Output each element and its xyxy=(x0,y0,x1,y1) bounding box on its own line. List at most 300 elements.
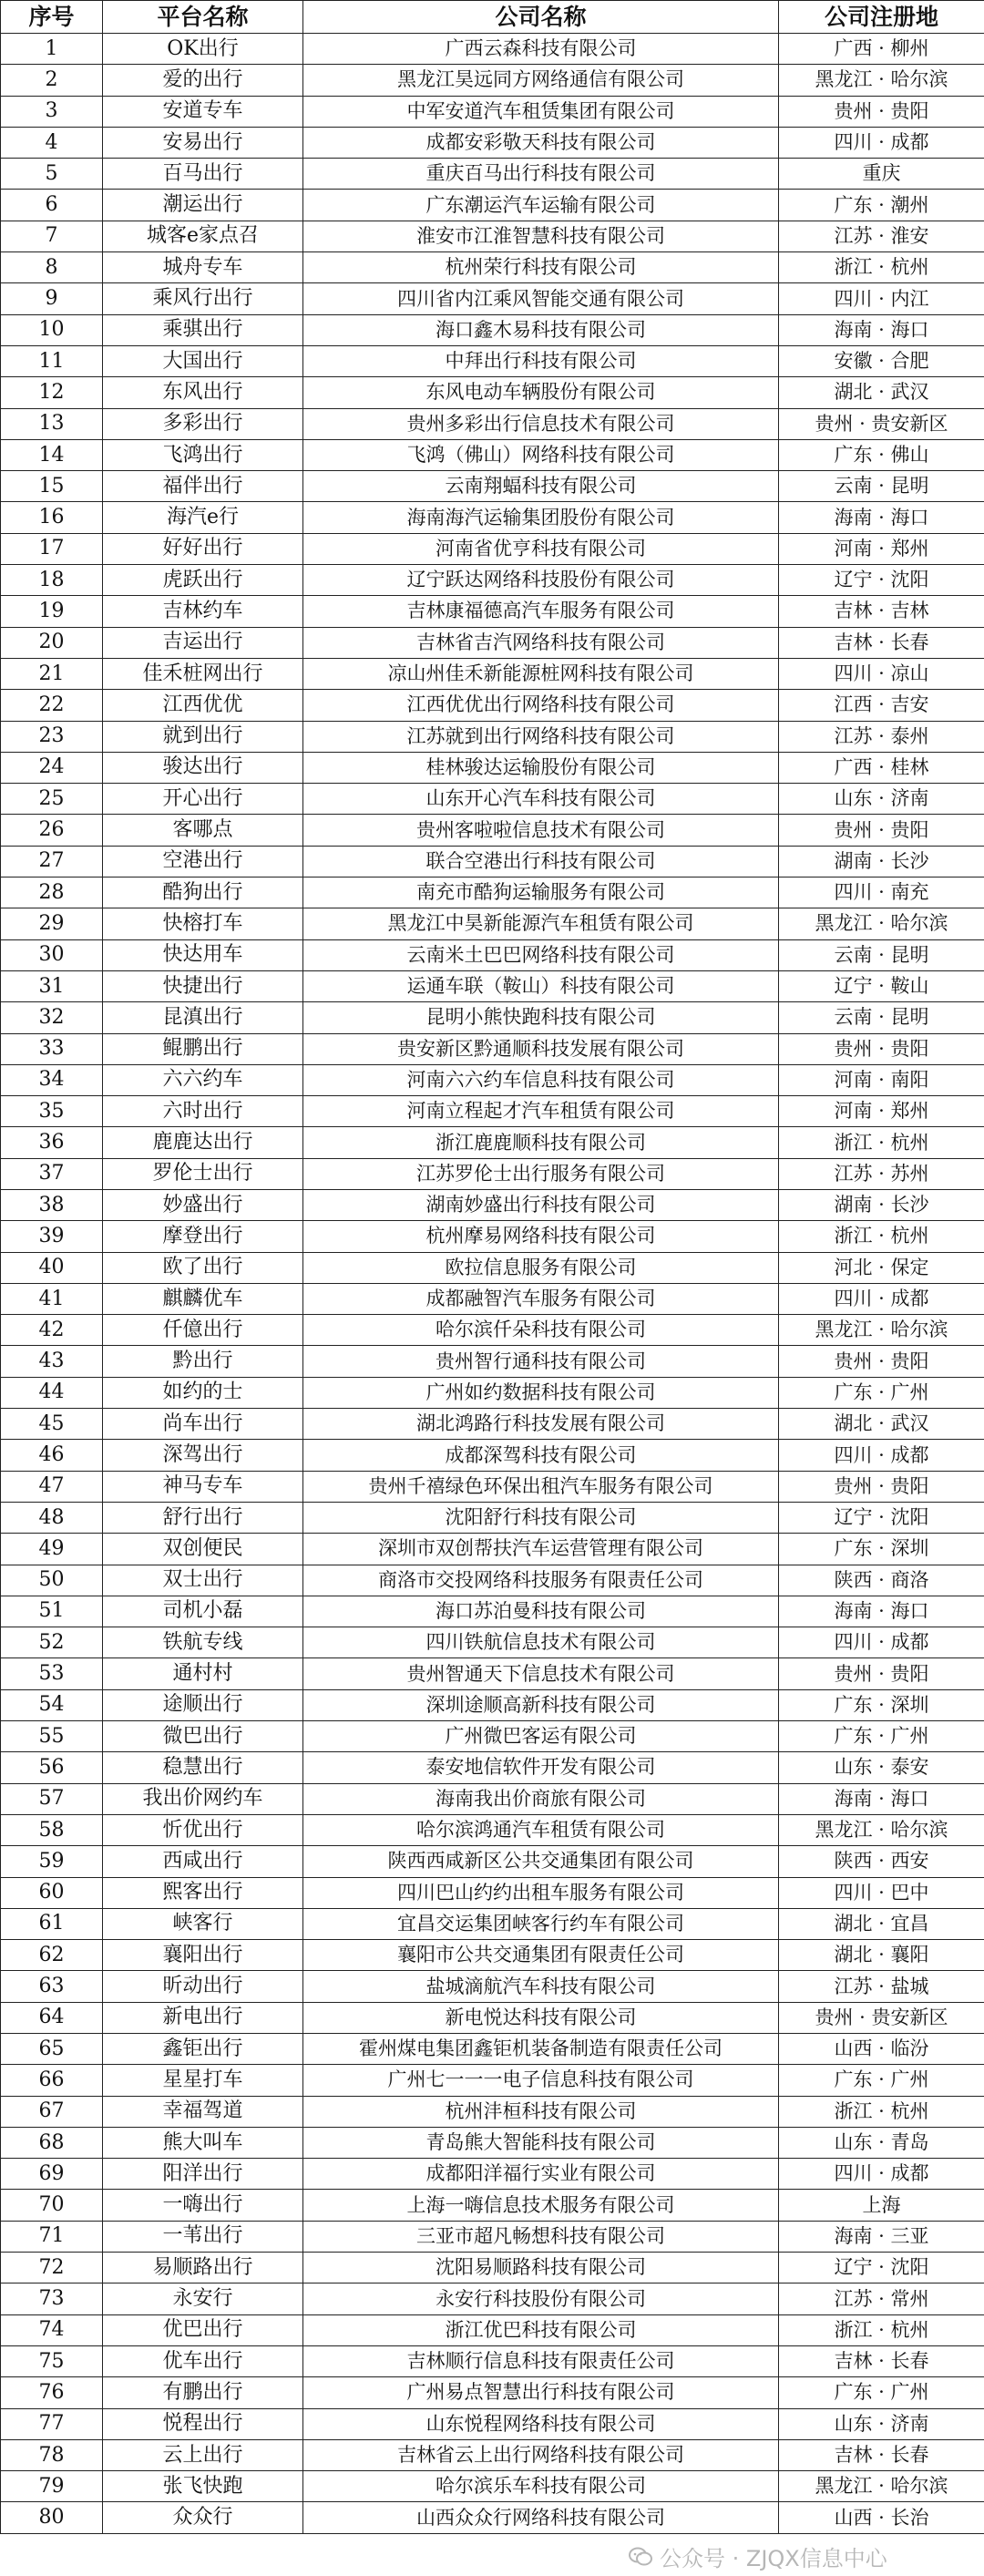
table-row xyxy=(1,1596,984,1627)
table-row xyxy=(1,1064,984,1095)
row-company-name: 山东开心汽车科技有限公司 xyxy=(303,784,779,815)
table-row xyxy=(1,65,984,96)
row-platform-name: 昆滇出行 xyxy=(103,1002,303,1033)
row-company-name: 新电悦达科技有限公司 xyxy=(303,2002,779,2033)
row-index: 55 xyxy=(1,1721,103,1752)
row-company-name: 广州易点智慧出行科技有限公司 xyxy=(303,2377,779,2408)
row-index: 4 xyxy=(1,127,103,158)
table-row xyxy=(1,2127,984,2158)
row-company-name: 辽宁跃达网络科技股份有限公司 xyxy=(303,565,779,596)
table-row xyxy=(1,2002,984,2033)
row-company-name: 商洛市交投网络科技服务有限责任公司 xyxy=(303,1565,779,1596)
row-registration-place: 广东 · 潮州 xyxy=(779,190,984,221)
row-index: 65 xyxy=(1,2034,103,2065)
table-row xyxy=(1,2096,984,2127)
row-platform-name: 新电出行 xyxy=(103,2002,303,2033)
header-row xyxy=(1,1,984,34)
row-index: 18 xyxy=(1,565,103,596)
table-row xyxy=(1,2221,984,2252)
row-index: 50 xyxy=(1,1565,103,1596)
row-platform-name: 快捷出行 xyxy=(103,970,303,1001)
row-platform-name: 幸福驾道 xyxy=(103,2096,303,2127)
row-platform-name: 忻优出行 xyxy=(103,1814,303,1845)
row-platform-name: 虎跃出行 xyxy=(103,565,303,596)
row-company-name: 贵州千禧绿色环保出租汽车服务有限公司 xyxy=(303,1471,779,1502)
table-row xyxy=(1,533,984,564)
row-platform-name: 海汽e行 xyxy=(103,502,303,533)
row-company-name: 南充市酷狗运输服务有限公司 xyxy=(303,877,779,908)
table-row xyxy=(1,221,984,251)
table-row xyxy=(1,846,984,877)
table-row xyxy=(1,1940,984,1971)
table-row xyxy=(1,252,984,283)
row-platform-name: 微巴出行 xyxy=(103,1721,303,1752)
row-platform-name: 仟億出行 xyxy=(103,1315,303,1346)
row-company-name: 广州微巴客运有限公司 xyxy=(303,1721,779,1752)
table-row xyxy=(1,2377,984,2408)
table-row xyxy=(1,1565,984,1596)
table-row xyxy=(1,1971,984,2002)
table-row xyxy=(1,1471,984,1502)
row-company-name: 哈尔滨乐车科技有限公司 xyxy=(303,2471,779,2502)
row-index: 66 xyxy=(1,2065,103,2096)
row-company-name: 杭州荣行科技有限公司 xyxy=(303,252,779,283)
table-row xyxy=(1,1283,984,1314)
row-index: 33 xyxy=(1,1033,103,1064)
row-platform-name: 双创便民 xyxy=(103,1534,303,1565)
table-row xyxy=(1,1689,984,1720)
row-company-name: 成都阳洋福行实业有限公司 xyxy=(303,2159,779,2190)
row-registration-place: 贵州 · 贵阳 xyxy=(779,815,984,846)
row-index: 12 xyxy=(1,377,103,408)
table-row xyxy=(1,877,984,908)
row-registration-place: 四川 · 内江 xyxy=(779,283,984,314)
row-registration-place: 安徽 · 合肥 xyxy=(779,345,984,376)
row-registration-place: 广西 · 桂林 xyxy=(779,752,984,783)
row-company-name: 山东悦程网络科技有限公司 xyxy=(303,2408,779,2439)
table-row xyxy=(1,627,984,658)
row-index: 6 xyxy=(1,190,103,221)
row-index: 74 xyxy=(1,2314,103,2345)
row-company-name: 深圳途顺高新科技有限公司 xyxy=(303,1689,779,1720)
row-registration-place: 湖南 · 长沙 xyxy=(779,1189,984,1220)
row-platform-name: 六六约车 xyxy=(103,1064,303,1095)
row-platform-name: 百马出行 xyxy=(103,159,303,190)
table-row xyxy=(1,1627,984,1658)
row-index: 22 xyxy=(1,690,103,721)
row-platform-name: 如约的士 xyxy=(103,1377,303,1408)
row-company-name: 海南我出价商旅有限公司 xyxy=(303,1783,779,1814)
row-index: 79 xyxy=(1,2471,103,2502)
row-registration-place: 四川 · 成都 xyxy=(779,1440,984,1471)
table-row xyxy=(1,377,984,408)
row-registration-place: 贵州 · 贵阳 xyxy=(779,96,984,127)
row-registration-place: 广东 · 深圳 xyxy=(779,1689,984,1720)
table-row xyxy=(1,1877,984,1908)
row-index: 31 xyxy=(1,970,103,1001)
row-company-name: 海口苏泊曼科技有限公司 xyxy=(303,1596,779,1627)
row-platform-name: 熙客出行 xyxy=(103,1877,303,1908)
table-row xyxy=(1,1346,984,1377)
row-registration-place: 四川 · 成都 xyxy=(779,2159,984,2190)
watermark-text: 公众号 · ZJQX信息中心 xyxy=(660,2546,887,2571)
row-platform-name: 吉林约车 xyxy=(103,596,303,627)
row-registration-place: 海南 · 海口 xyxy=(779,314,984,345)
row-registration-place: 吉林 · 长春 xyxy=(779,627,984,658)
row-registration-place: 四川 · 巴中 xyxy=(779,1877,984,1908)
row-registration-place: 江苏 · 盐城 xyxy=(779,1971,984,2002)
row-registration-place: 四川 · 南充 xyxy=(779,877,984,908)
header-index: 序号 xyxy=(1,1,103,34)
row-company-name: 河南立程起才汽车租赁有限公司 xyxy=(303,1096,779,1127)
table-row xyxy=(1,96,984,127)
row-registration-place: 河南 · 郑州 xyxy=(779,1096,984,1127)
row-registration-place: 黑龙江 · 哈尔滨 xyxy=(779,1315,984,1346)
row-company-name: 湖南妙盛出行科技有限公司 xyxy=(303,1189,779,1220)
row-index: 51 xyxy=(1,1596,103,1627)
row-company-name: 四川巴山约约出租车服务有限公司 xyxy=(303,1877,779,1908)
row-company-name: 陕西西咸新区公共交通集团有限公司 xyxy=(303,1846,779,1877)
wechat-icon xyxy=(629,2547,652,2567)
table-row xyxy=(1,815,984,846)
row-index: 72 xyxy=(1,2253,103,2284)
table-row xyxy=(1,1846,984,1877)
table-row xyxy=(1,565,984,596)
row-registration-place: 浙江 · 杭州 xyxy=(779,252,984,283)
row-index: 53 xyxy=(1,1658,103,1689)
row-company-name: 海南海汽运输集团股份有限公司 xyxy=(303,502,779,533)
row-platform-name: 妙盛出行 xyxy=(103,1189,303,1220)
row-registration-place: 广东 · 深圳 xyxy=(779,1534,984,1565)
table-row xyxy=(1,1252,984,1283)
row-platform-name: 通村村 xyxy=(103,1658,303,1689)
table-row xyxy=(1,2439,984,2470)
row-platform-name: 安道专车 xyxy=(103,96,303,127)
row-platform-name: 潮运出行 xyxy=(103,190,303,221)
row-company-name: 江西优优出行网络科技有限公司 xyxy=(303,690,779,721)
row-index: 7 xyxy=(1,221,103,251)
row-company-name: 宜昌交运集团峡客行约车有限公司 xyxy=(303,1908,779,1939)
table-row xyxy=(1,34,984,65)
table-row xyxy=(1,314,984,345)
row-registration-place: 浙江 · 杭州 xyxy=(779,1221,984,1252)
row-index: 14 xyxy=(1,439,103,470)
row-platform-name: 悦程出行 xyxy=(103,2408,303,2439)
row-platform-name: 双士出行 xyxy=(103,1565,303,1596)
row-company-name: 成都深驾科技有限公司 xyxy=(303,1440,779,1471)
row-index: 21 xyxy=(1,658,103,689)
row-company-name: 青岛熊大智能科技有限公司 xyxy=(303,2127,779,2158)
row-platform-name: 众众行 xyxy=(103,2502,303,2533)
row-registration-place: 浙江 · 杭州 xyxy=(779,1127,984,1158)
header-company-name: 公司名称 xyxy=(303,1,779,34)
table-row xyxy=(1,283,984,314)
row-registration-place: 海南 · 三亚 xyxy=(779,2221,984,2252)
row-company-name: 吉林省云上出行网络科技有限公司 xyxy=(303,2439,779,2470)
table-row xyxy=(1,658,984,689)
row-platform-name: 襄阳出行 xyxy=(103,1940,303,1971)
row-index: 45 xyxy=(1,1409,103,1440)
row-registration-place: 广东 · 广州 xyxy=(779,1721,984,1752)
table-row xyxy=(1,596,984,627)
row-platform-name: 摩登出行 xyxy=(103,1221,303,1252)
row-platform-name: 一苇出行 xyxy=(103,2221,303,2252)
row-registration-place: 广东 · 广州 xyxy=(779,2377,984,2408)
table-row xyxy=(1,1158,984,1189)
table-row xyxy=(1,1721,984,1752)
row-platform-name: 城舟专车 xyxy=(103,252,303,283)
row-company-name: 河南六六约车信息科技有限公司 xyxy=(303,1064,779,1095)
row-company-name: 黑龙江中昊新能源汽车租赁有限公司 xyxy=(303,908,779,939)
row-company-name: 淮安市江淮智慧科技有限公司 xyxy=(303,221,779,251)
row-company-name: 上海一嗨信息技术服务有限公司 xyxy=(303,2190,779,2221)
watermark xyxy=(629,2540,887,2572)
row-registration-place: 贵州 · 贵阳 xyxy=(779,1033,984,1064)
row-registration-place: 海南 · 海口 xyxy=(779,502,984,533)
row-platform-name: OK出行 xyxy=(103,34,303,65)
header-platform-name: 平台名称 xyxy=(103,1,303,34)
row-registration-place: 湖北 · 宜昌 xyxy=(779,1908,984,1939)
row-registration-place: 辽宁 · 沈阳 xyxy=(779,1502,984,1533)
row-registration-place: 黑龙江 · 哈尔滨 xyxy=(779,65,984,96)
row-index: 52 xyxy=(1,1627,103,1658)
table-row xyxy=(1,721,984,752)
row-company-name: 广州七一一一电子信息科技有限公司 xyxy=(303,2065,779,2096)
row-company-name: 联合空港出行科技有限公司 xyxy=(303,846,779,877)
row-registration-place: 山东 · 青岛 xyxy=(779,2127,984,2158)
row-registration-place: 山西 · 临汾 xyxy=(779,2034,984,2065)
row-index: 60 xyxy=(1,1877,103,1908)
row-registration-place: 江西 · 吉安 xyxy=(779,690,984,721)
row-company-name: 江苏就到出行网络科技有限公司 xyxy=(303,721,779,752)
row-company-name: 黑龙江昊远同方网络通信有限公司 xyxy=(303,65,779,96)
table-row xyxy=(1,502,984,533)
row-registration-place: 辽宁 · 鞍山 xyxy=(779,970,984,1001)
row-index: 38 xyxy=(1,1189,103,1220)
row-company-name: 成都安彩敬天科技有限公司 xyxy=(303,127,779,158)
row-registration-place: 海南 · 海口 xyxy=(779,1596,984,1627)
row-platform-name: 优车出行 xyxy=(103,2345,303,2376)
row-registration-place: 湖南 · 长沙 xyxy=(779,846,984,877)
row-registration-place: 海南 · 海口 xyxy=(779,1783,984,1814)
row-company-name: 泰安地信软件开发有限公司 xyxy=(303,1752,779,1783)
row-index: 59 xyxy=(1,1846,103,1877)
row-company-name: 运通车联（鞍山）科技有限公司 xyxy=(303,970,779,1001)
row-registration-place: 贵州 · 贵阳 xyxy=(779,1658,984,1689)
table-body xyxy=(1,34,984,2534)
row-registration-place: 陕西 · 商洛 xyxy=(779,1565,984,1596)
row-registration-place: 贵州 · 贵安新区 xyxy=(779,408,984,439)
table-row xyxy=(1,2034,984,2065)
row-platform-name: 峡客行 xyxy=(103,1908,303,1939)
row-platform-name: 罗伦士出行 xyxy=(103,1158,303,1189)
row-registration-place: 黑龙江 · 哈尔滨 xyxy=(779,908,984,939)
row-index: 32 xyxy=(1,1002,103,1033)
row-platform-name: 多彩出行 xyxy=(103,408,303,439)
row-platform-name: 有鹏出行 xyxy=(103,2377,303,2408)
row-index: 56 xyxy=(1,1752,103,1783)
row-company-name: 杭州摩易网络科技有限公司 xyxy=(303,1221,779,1252)
table-row xyxy=(1,1814,984,1845)
row-platform-name: 佳禾桩网出行 xyxy=(103,658,303,689)
row-registration-place: 河北 · 保定 xyxy=(779,1252,984,1283)
row-platform-name: 途顺出行 xyxy=(103,1689,303,1720)
row-registration-place: 云南 · 昆明 xyxy=(779,1002,984,1033)
row-company-name: 河南省优亨科技有限公司 xyxy=(303,533,779,564)
row-company-name: 中拜出行科技有限公司 xyxy=(303,345,779,376)
row-company-name: 山西众众行网络科技有限公司 xyxy=(303,2502,779,2533)
row-index: 44 xyxy=(1,1377,103,1408)
row-company-name: 欧拉信息服务有限公司 xyxy=(303,1252,779,1283)
row-platform-name: 星星打车 xyxy=(103,2065,303,2096)
row-index: 78 xyxy=(1,2439,103,2470)
row-platform-name: 一嗨出行 xyxy=(103,2190,303,2221)
row-company-name: 贵安新区黔通顺科技发展有限公司 xyxy=(303,1033,779,1064)
row-company-name: 哈尔滨鸿通汽车租赁有限公司 xyxy=(303,1814,779,1845)
row-platform-name: 大国出行 xyxy=(103,345,303,376)
row-company-name: 广西云森科技有限公司 xyxy=(303,34,779,65)
row-index: 49 xyxy=(1,1534,103,1565)
row-index: 76 xyxy=(1,2377,103,2408)
row-index: 64 xyxy=(1,2002,103,2033)
row-platform-name: 客哪点 xyxy=(103,815,303,846)
row-platform-name: 飞鸿出行 xyxy=(103,439,303,470)
row-company-name: 贵州智通天下信息技术有限公司 xyxy=(303,1658,779,1689)
row-index: 8 xyxy=(1,252,103,283)
row-index: 37 xyxy=(1,1158,103,1189)
row-platform-name: 司机小磊 xyxy=(103,1596,303,1627)
row-platform-name: 爱的出行 xyxy=(103,65,303,96)
table-row xyxy=(1,190,984,221)
row-company-name: 吉林康福德高汽车服务有限公司 xyxy=(303,596,779,627)
row-company-name: 吉林省吉汽网络科技有限公司 xyxy=(303,627,779,658)
row-registration-place: 辽宁 · 沈阳 xyxy=(779,2253,984,2284)
row-registration-place: 江苏 · 淮安 xyxy=(779,221,984,251)
row-platform-name: 就到出行 xyxy=(103,721,303,752)
row-index: 28 xyxy=(1,877,103,908)
row-registration-place: 广东 · 广州 xyxy=(779,2065,984,2096)
row-platform-name: 易顺路出行 xyxy=(103,2253,303,2284)
row-registration-place: 江苏 · 泰州 xyxy=(779,721,984,752)
row-registration-place: 四川 · 成都 xyxy=(779,127,984,158)
row-platform-name: 鲲鹏出行 xyxy=(103,1033,303,1064)
row-index: 36 xyxy=(1,1127,103,1158)
table-row xyxy=(1,2502,984,2533)
row-registration-place: 山东 · 济南 xyxy=(779,2408,984,2439)
row-platform-name: 骏达出行 xyxy=(103,752,303,783)
table-row xyxy=(1,1752,984,1783)
row-platform-name: 优巴出行 xyxy=(103,2314,303,2345)
row-platform-name: 欧了出行 xyxy=(103,1252,303,1283)
row-platform-name: 舒行出行 xyxy=(103,1502,303,1533)
row-platform-name: 黔出行 xyxy=(103,1346,303,1377)
row-company-name: 永安行科技股份有限公司 xyxy=(303,2284,779,2314)
row-company-name: 沈阳易顺路科技有限公司 xyxy=(303,2253,779,2284)
row-registration-place: 河南 · 南阳 xyxy=(779,1064,984,1095)
table-row xyxy=(1,1189,984,1220)
row-platform-name: 尚车出行 xyxy=(103,1409,303,1440)
row-index: 23 xyxy=(1,721,103,752)
row-index: 16 xyxy=(1,502,103,533)
table-row xyxy=(1,159,984,190)
row-company-name: 盐城滴航汽车科技有限公司 xyxy=(303,1971,779,2002)
row-company-name: 四川铁航信息技术有限公司 xyxy=(303,1627,779,1658)
row-index: 70 xyxy=(1,2190,103,2221)
row-index: 77 xyxy=(1,2408,103,2439)
row-registration-place: 贵州 · 贵阳 xyxy=(779,1471,984,1502)
table-row xyxy=(1,2253,984,2284)
row-index: 61 xyxy=(1,1908,103,1939)
row-index: 75 xyxy=(1,2345,103,2376)
row-company-name: 浙江鹿鹿顺科技有限公司 xyxy=(303,1127,779,1158)
table-row xyxy=(1,1127,984,1158)
row-company-name: 凉山州佳禾新能源桩网科技有限公司 xyxy=(303,658,779,689)
row-index: 26 xyxy=(1,815,103,846)
row-platform-name: 阳洋出行 xyxy=(103,2159,303,2190)
row-registration-place: 江苏 · 苏州 xyxy=(779,1158,984,1189)
table-row xyxy=(1,439,984,470)
header-registration-place: 公司注册地 xyxy=(779,1,984,34)
row-platform-name: 鹿鹿达出行 xyxy=(103,1127,303,1158)
row-company-name: 云南米土巴巴网络科技有限公司 xyxy=(303,939,779,970)
row-index: 62 xyxy=(1,1940,103,1971)
row-registration-place: 广西 · 柳州 xyxy=(779,34,984,65)
row-company-name: 贵州多彩出行信息技术有限公司 xyxy=(303,408,779,439)
row-registration-place: 广东 · 广州 xyxy=(779,1377,984,1408)
row-platform-name: 福伴出行 xyxy=(103,471,303,502)
row-registration-place: 江苏 · 常州 xyxy=(779,2284,984,2314)
row-index: 25 xyxy=(1,784,103,815)
row-platform-name: 西咸出行 xyxy=(103,1846,303,1877)
row-registration-place: 四川 · 成都 xyxy=(779,1627,984,1658)
row-company-name: 杭州沣桓科技有限公司 xyxy=(303,2096,779,2127)
table-row xyxy=(1,2314,984,2345)
table-row xyxy=(1,345,984,376)
row-registration-place: 辽宁 · 沈阳 xyxy=(779,565,984,596)
row-index: 63 xyxy=(1,1971,103,2002)
row-registration-place: 贵州 · 贵安新区 xyxy=(779,2002,984,2033)
table-row xyxy=(1,2284,984,2314)
row-platform-name: 我出价网约车 xyxy=(103,1783,303,1814)
row-company-name: 湖北鸿路行科技发展有限公司 xyxy=(303,1409,779,1440)
row-platform-name: 乘骐出行 xyxy=(103,314,303,345)
row-company-name: 霍州煤电集团鑫钜机装备制造有限责任公司 xyxy=(303,2034,779,2065)
row-company-name: 三亚市超凡畅想科技有限公司 xyxy=(303,2221,779,2252)
row-company-name: 浙江优巴科技有限公司 xyxy=(303,2314,779,2345)
row-index: 67 xyxy=(1,2096,103,2127)
table-row xyxy=(1,1221,984,1252)
row-index: 69 xyxy=(1,2159,103,2190)
row-registration-place: 黑龙江 · 哈尔滨 xyxy=(779,2471,984,2502)
row-index: 41 xyxy=(1,1283,103,1314)
row-company-name: 桂林骏达运输股份有限公司 xyxy=(303,752,779,783)
row-registration-place: 云南 · 昆明 xyxy=(779,939,984,970)
row-index: 46 xyxy=(1,1440,103,1471)
row-platform-name: 稳慧出行 xyxy=(103,1752,303,1783)
row-company-name: 贵州智行通科技有限公司 xyxy=(303,1346,779,1377)
row-platform-name: 神马专车 xyxy=(103,1471,303,1502)
row-platform-name: 张飞快跑 xyxy=(103,2471,303,2502)
row-index: 47 xyxy=(1,1471,103,1502)
row-registration-place: 陕西 · 西安 xyxy=(779,1846,984,1877)
row-registration-place: 吉林 · 长春 xyxy=(779,2439,984,2470)
row-index: 71 xyxy=(1,2221,103,2252)
table-row xyxy=(1,2345,984,2376)
table-row xyxy=(1,2065,984,2096)
table-row xyxy=(1,127,984,158)
table-row xyxy=(1,471,984,502)
row-registration-place: 上海 xyxy=(779,2190,984,2221)
